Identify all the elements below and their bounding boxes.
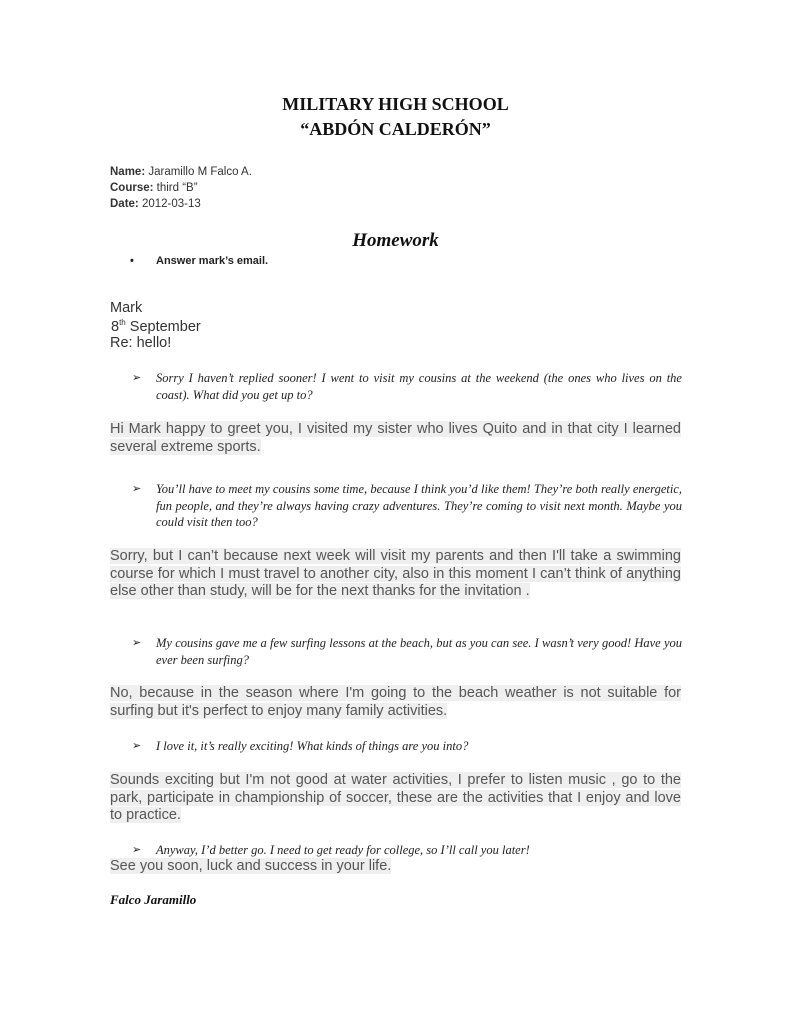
arrow-icon: ➢ (132, 483, 142, 495)
question-4: ➢ I love it, it’s really exciting! What kinds of things are you into? (132, 739, 469, 753)
task-text: Answer mark’s email. (156, 255, 269, 267)
name-label: Name: (110, 166, 146, 178)
school-name-line1: MILITARY HIGH SCHOOL (282, 94, 509, 114)
question-2: ➢ You’ll have to meet my cousins some time, because I think you’d like them! They’re both really energetic, fun people, and they’re always having crazy adventures. They’re coming to visit next month. Maybe you could visit then too? (132, 482, 682, 529)
answer-5: See you soon, luck and success in your life. (110, 858, 392, 874)
date-label: Date: (110, 198, 139, 210)
school-name-line2: “ABDÓN CALDERÓN” (300, 119, 491, 139)
meta-course (110, 182, 198, 194)
answer-2: Sorry, but I can’t because next week will visit my parents and then I'll take a swimming course for which I must travel to another city, also in this moment I can’t think of anything else other than study, will be for the next thanks for the invitation . (110, 548, 681, 599)
bullet-icon: • (130, 255, 134, 267)
question-5: ➢ Anyway, I’d better go. I need to get ready for college, so I’ll call you later! (132, 843, 530, 857)
signature: Falco Jaramillo (110, 892, 197, 907)
course-value: third “B” (156, 182, 198, 194)
email-from: Mark (110, 300, 143, 316)
question-3: ➢ My cousins gave me a few surfing lessons at the beach, but as you can see. I wasn’t very good! Have you ever been surfing? (132, 636, 682, 667)
meta-name (110, 166, 252, 178)
arrow-icon: ➢ (132, 637, 142, 649)
homework-title: Homework (352, 230, 439, 251)
answer-3: No, because in the season where I'm going to the beach weather is not suitable for surfing but it's perfect to enjoy many family activities. (110, 685, 681, 719)
email-subject: Re: hello! (110, 335, 172, 351)
answer-4: Sounds exciting but I'm not good at water activities, I prefer to listen music , go to the park, participate in championship of soccer, these are the activities that I enjoy and love to practice. (110, 772, 681, 823)
email-date: 8th September (111, 318, 201, 335)
question-1: ➢ Sorry I haven’t replied sooner! I went to visit my cousins at the weekend (the ones who lives on the coast). What did you get up to? (132, 371, 682, 402)
arrow-icon: ➢ (132, 740, 142, 752)
meta-date (110, 198, 201, 210)
date-value: 2012-03-13 (141, 198, 201, 210)
arrow-icon: ➢ (132, 372, 142, 384)
answer-1: Hi Mark happy to greet you, I visited my sister who lives Quito and in that city I learned several extreme sports. (110, 421, 681, 455)
course-label: Course: (110, 182, 154, 194)
arrow-icon: ➢ (132, 844, 142, 856)
task-bullet (130, 255, 268, 267)
name-value: Jaramillo M Falco A. (148, 166, 252, 178)
